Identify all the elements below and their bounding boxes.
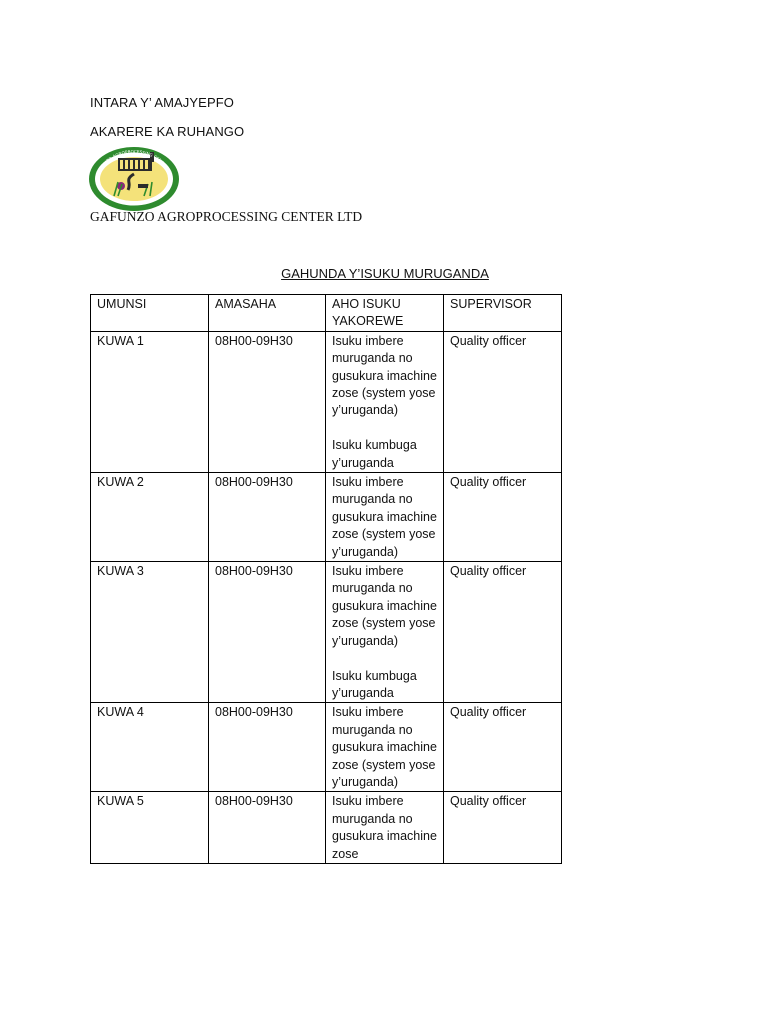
time-cell: 08H00-09H30 xyxy=(209,473,326,562)
day-cell: KUWA 3 xyxy=(91,562,209,703)
province-heading: INTARA Y’ AMAJYEPFO xyxy=(90,95,234,110)
company-logo-icon xyxy=(88,146,180,212)
column-header-supervisor: SUPERVISOR xyxy=(444,295,562,332)
table-row xyxy=(91,792,562,864)
time-cell: 08H00-09H30 xyxy=(209,792,326,864)
day-cell: KUWA 1 xyxy=(91,331,209,472)
task-cell xyxy=(326,703,444,792)
day-cell: KUWA 5 xyxy=(91,792,209,864)
company-name: GAFUNZO AGROPROCESSING CENTER LTD xyxy=(90,209,363,224)
column-header-time: AMASAHA xyxy=(209,295,326,332)
task-text: Isuku kumbuga y’uruganda xyxy=(332,668,417,700)
table-header-row xyxy=(91,295,562,332)
district-heading: AKARERE KA RUHANGO xyxy=(90,124,245,139)
supervisor-cell: Quality officer xyxy=(444,473,562,562)
table-row xyxy=(91,331,562,472)
task-text: Isuku imbere muruganda no gusukura imachine zose xyxy=(332,794,437,861)
supervisor-cell: Quality officer xyxy=(444,703,562,792)
document-title: GAHUNDA Y’ISUKU MURUGANDA xyxy=(281,266,489,281)
task-text: Isuku imbere muruganda no gusukura imachine zose (system yose y’uruganda) xyxy=(332,564,437,648)
time-cell: 08H00-09H30 xyxy=(209,562,326,703)
time-cell: 08H00-09H30 xyxy=(209,703,326,792)
table-row xyxy=(91,562,562,703)
column-header-day: UMUNSI xyxy=(91,295,209,332)
column-header-location: AHO ISUKU YAKOREWE xyxy=(326,295,444,332)
day-cell: KUWA 2 xyxy=(91,473,209,562)
day-cell: KUWA 4 xyxy=(91,703,209,792)
cleaning-schedule-table xyxy=(90,294,562,864)
table-row xyxy=(91,703,562,792)
logo-ring-text: GAFUNZO AGROPROCESSING CENTER · RU xyxy=(96,148,173,179)
supervisor-cell: Quality officer xyxy=(444,562,562,703)
task-text: Isuku imbere muruganda no gusukura imachine zose (system yose y’uruganda) xyxy=(332,705,437,789)
task-text: Isuku kumbuga y’uruganda xyxy=(332,438,417,470)
table-row xyxy=(91,473,562,562)
task-cell xyxy=(326,473,444,562)
task-text: Isuku imbere muruganda no gusukura imachine zose (system yose y’uruganda) xyxy=(332,475,437,559)
task-cell xyxy=(326,331,444,472)
time-cell: 08H00-09H30 xyxy=(209,331,326,472)
task-cell xyxy=(326,562,444,703)
supervisor-cell: Quality officer xyxy=(444,792,562,864)
supervisor-cell: Quality officer xyxy=(444,331,562,472)
task-cell xyxy=(326,792,444,864)
task-text: Isuku imbere muruganda no gusukura imachine zose (system yose y’uruganda) xyxy=(332,333,437,418)
